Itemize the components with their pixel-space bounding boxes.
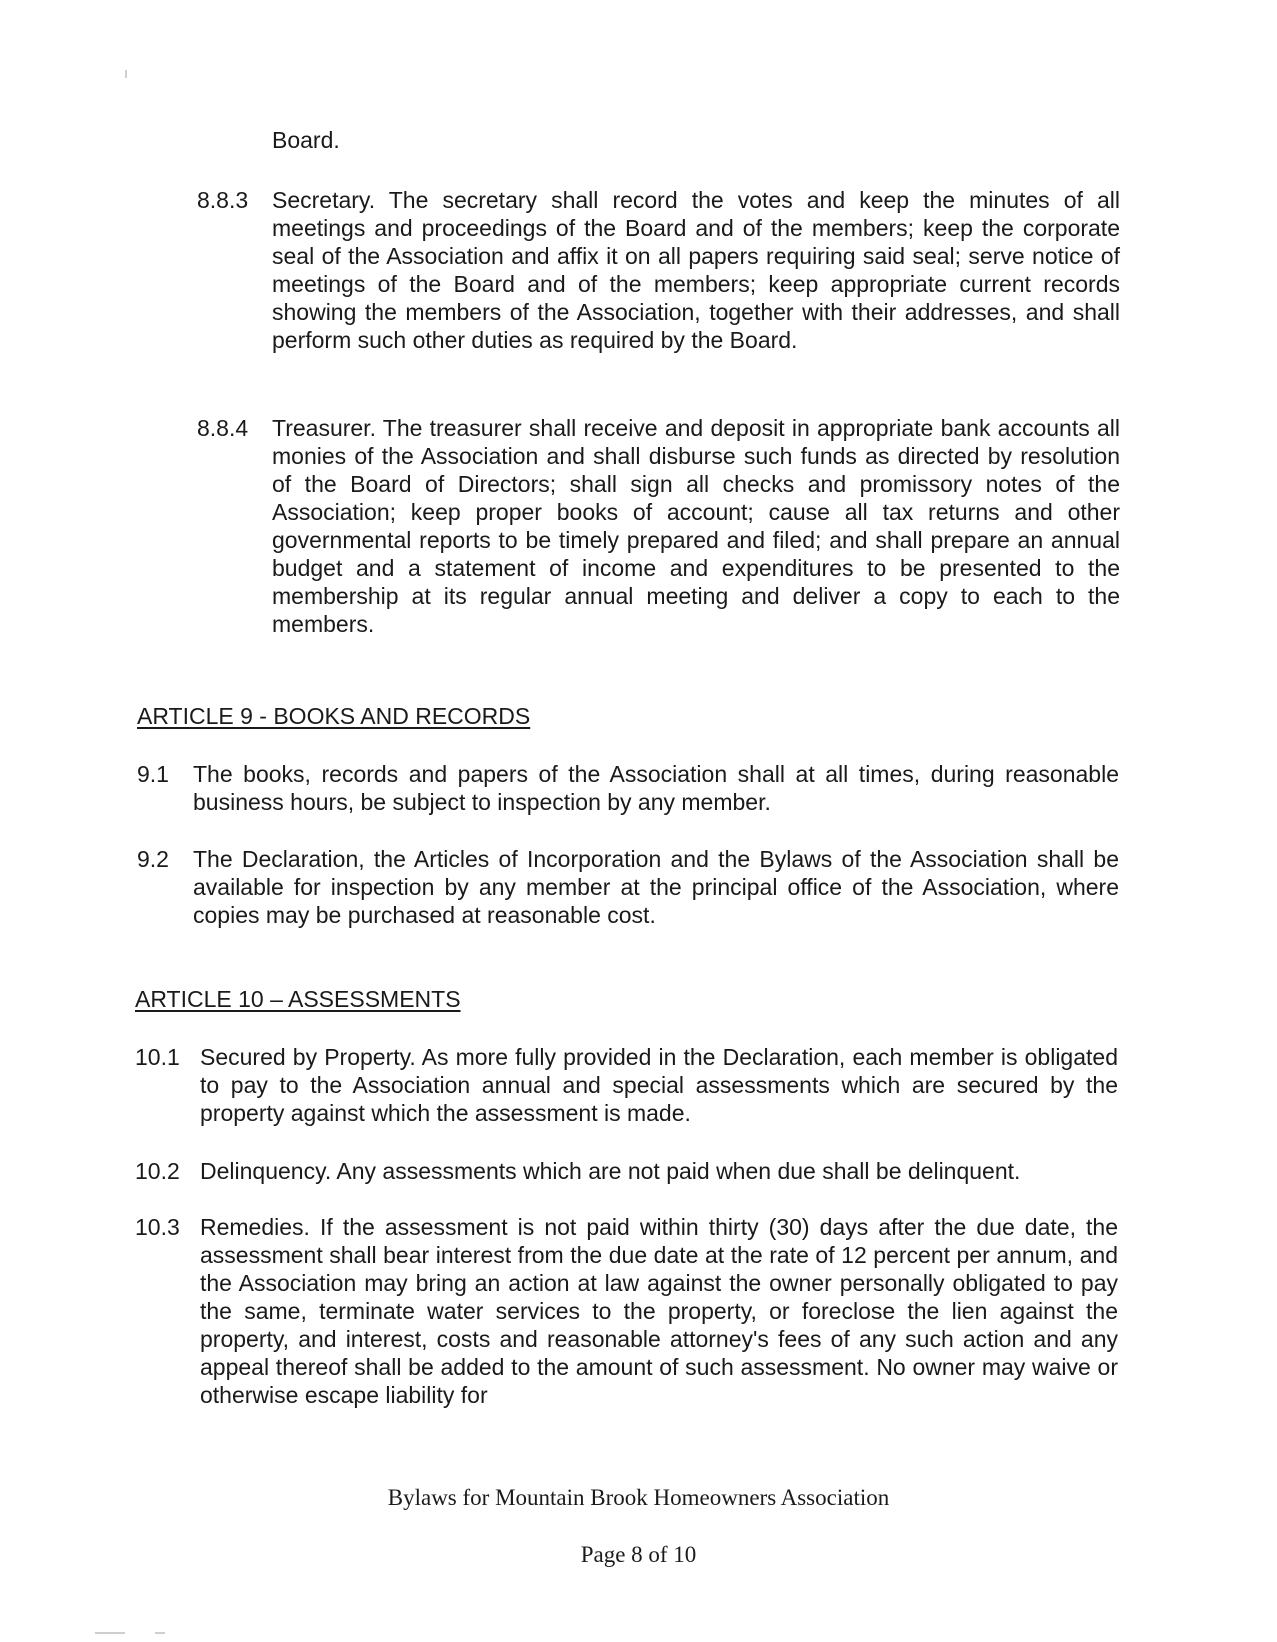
section-number-9-2: 9.2: [137, 846, 169, 872]
article-10-heading: ARTICLE 10 – ASSESSMENTS: [135, 986, 461, 1012]
scan-mark: [155, 1632, 165, 1634]
section-9-2-text: The Declaration, the Articles of Incorporation and the Bylaws of the Association shall be available for inspection by any member at the principal office of the Association, where copies may be purchased at reasonable cost.: [193, 846, 1119, 928]
section-8-8-3-text: Secretary. The secretary shall record the votes and keep the minutes of all meetings and proceedings of the Board and of the members; keep the corporate seal of the Association and affix it on all papers requiring said seal; serve notice of meetings of the Board and of the members; keep appropriate current records showing the members of the Association, together with their addresses, and shall perform such other duties as required by the Board.: [272, 187, 1120, 353]
section-9-1-text: The books, records and papers of the Association shall at all times, during reasonable business hours, be subject to inspection by any member.: [193, 761, 1119, 815]
section-number-9-1: 9.1: [137, 761, 169, 787]
footer-title: Bylaws for Mountain Brook Homeowners Association: [387, 1485, 890, 1510]
section-number-10-3: 10.3: [135, 1214, 180, 1240]
article-9-heading: ARTICLE 9 - BOOKS AND RECORDS: [137, 703, 531, 729]
section-number-10-1: 10.1: [135, 1044, 180, 1070]
section-10-1-text: Secured by Property. As more fully provided in the Declaration, each member is obligated to pay to the Association annual and special assessments which are secured by the property against which the assessment is made.: [200, 1044, 1118, 1126]
section-number-8-8-4: 8.8.4: [197, 415, 249, 441]
scan-mark: [95, 1632, 125, 1634]
scan-mark: [125, 70, 127, 78]
section-number-10-2: 10.2: [135, 1158, 180, 1184]
continued-fragment: Board.: [272, 127, 340, 153]
section-number-8-8-3: 8.8.3: [197, 187, 249, 213]
section-10-2-text: Delinquency. Any assessments which are not paid when due shall be delinquent.: [200, 1158, 1021, 1184]
footer-page-number: Page 8 of 10: [580, 1542, 697, 1567]
section-8-8-4-text: Treasurer. The treasurer shall receive and deposit in appropriate bank accounts all monies of the Association and shall disburse such funds as directed by resolution of the Board of Directors; shall sign all checks and promissory notes of the Association; keep proper books of account; cause all tax returns and other governmental reports to be timely prepared and filed; and shall prepare an annual budget and a statement of income and expenditures to be presented to the membership at its regular annual meeting and deliver a copy to each to the members.: [272, 415, 1120, 637]
section-10-3-text: Remedies. If the assessment is not paid within thirty (30) days after the due date, the assessment shall bear interest from the due date at the rate of 12 percent per annum, and the Association may bring an action at law against the owner personally obligated to pay the same, terminate water services to the property, or foreclose the lien against the property, and interest, costs and reasonable attorney's fees of any such action and any appeal thereof shall be added to the amount of such assessment. No owner may waive or otherwise escape liability for: [200, 1214, 1118, 1408]
